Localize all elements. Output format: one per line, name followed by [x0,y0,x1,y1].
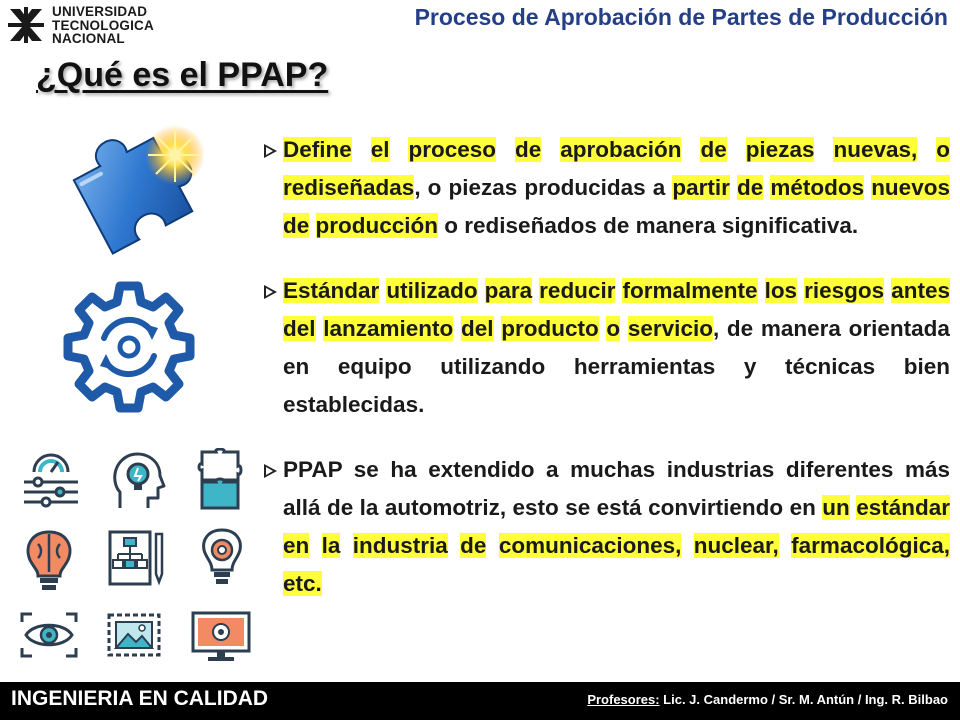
highlighted-text: proceso [408,137,496,162]
highlighted-text: los [764,278,798,303]
highlighted-text: la [321,533,341,558]
highlighted-text: producción [315,213,439,238]
highlighted-text: de [700,137,727,162]
head-lightbulb-icon [108,448,170,512]
highlighted-text: de [514,137,542,162]
utn-logo [4,3,204,49]
highlighted-text: métodos [770,175,865,200]
highlighted-text: estándar [856,495,950,520]
highlighted-text: rediseñadas [283,175,415,200]
puzzle-piece-icon [60,120,210,255]
paragraph-text [478,278,485,303]
paragraph-text [390,137,409,162]
highlighted-text: de [460,533,487,558]
paragraph-text: o rediseñados de manera significativa. [438,213,859,238]
highlighted-text: reducir [539,278,616,303]
gear-lightbulb-icon [198,526,246,590]
highlighted-text: el [370,137,390,162]
sliders-gauge-icon [20,450,82,512]
highlighted-text: o [936,137,950,162]
highlighted-text: del [460,316,494,341]
paragraph-text [453,316,461,341]
footer-professors-label: Profesores: [587,692,660,707]
logo-wordmark [52,5,154,46]
arrow-bullet-icon [264,285,277,299]
brain-lightbulb-icon [22,528,76,592]
highlighted-text: comunicaciones, [498,533,682,558]
monitor-gear-icon [190,610,252,664]
highlighted-text: nuevos [871,175,950,200]
highlighted-text: de [283,213,310,238]
footer-professors-names: Lic. J. Candermo / Sr. M. Antún / Ing. R. Bilbao [659,692,948,707]
paragraph-text [309,213,315,238]
arrow-bullet-icon [264,464,277,478]
highlighted-text: etc. [283,571,322,596]
footer-professors [587,692,948,707]
highlighted-text: aprobación [560,137,682,162]
paragraph-text [496,137,515,162]
content-body [261,131,950,630]
paragraph-text [448,533,460,558]
highlighted-text: partir [672,175,730,200]
highlighted-text: un [822,495,850,520]
highlighted-text: farmacológica, [791,533,950,558]
eye-focus-icon [18,610,80,660]
header-title: Proceso de Aprobación de Partes de Producción [414,4,948,30]
paragraph-text: PPAP se ha extendido a muchas industrias diferentes más allá de la automotriz, esto se está convirtiendo en [283,457,950,520]
flowchart-board-icon [106,526,168,588]
logo-line-1: UNIVERSIDAD [52,4,148,19]
paragraph-text [486,533,498,558]
highlighted-text: de [736,175,764,200]
paragraph-text [309,533,321,558]
bullet-paragraph [261,131,950,245]
paragraph-text: , de manera orientada en equipo utilizando herramientas y técnicas bien establecidas. [283,316,950,417]
footer-course-name: INGENIERIA EN CALIDAD [11,687,269,710]
highlighted-text: utilizado [386,278,478,303]
paragraph-text [779,533,791,558]
bullet-paragraph [261,451,950,603]
paragraph-text [814,137,833,162]
paragraph-text [620,316,628,341]
highlighted-text: lanzamiento [323,316,454,341]
logo-line-3: NACIONAL [52,31,125,46]
highlighted-text: del [283,316,316,341]
highlighted-text: o [606,316,621,341]
highlighted-text: servicio [627,316,713,341]
paragraph-text [681,137,700,162]
highlighted-text: para [484,278,533,303]
paragraph-text [681,533,693,558]
highlighted-text: en [283,533,310,558]
paragraph-text [340,533,352,558]
paragraph-text: , o piezas producidas a [414,175,673,200]
footer-bar [0,682,960,720]
arrow-bullet-icon [264,144,277,158]
paragraph-text [730,175,737,200]
highlighted-text: nuevas, [833,137,918,162]
highlighted-text: formalmente [622,278,758,303]
highlighted-text: riesgos [804,278,885,303]
paragraph-text [541,137,560,162]
highlighted-text: Estándar [283,278,380,303]
paragraph-text [727,137,746,162]
highlighted-text: antes [891,278,950,303]
gear-refresh-icon [60,278,198,416]
paragraph-text [917,137,936,162]
highlighted-text: industria [352,533,448,558]
logo-line-2: TECNOLOGICA [52,17,154,33]
paragraph-text [352,137,371,162]
paragraph-text [758,278,765,303]
bullet-paragraph [261,272,950,424]
highlighted-text: producto [501,316,599,341]
puzzle-pieces-icon [196,448,246,512]
page-title: ¿Qué es el PPAP? [36,56,329,94]
highlighted-text: piezas [745,137,815,162]
highlighted-text: Define [283,137,352,162]
image-frame-icon [106,612,162,658]
utn-logo-icon [4,3,48,47]
highlighted-text: nuclear, [693,533,779,558]
